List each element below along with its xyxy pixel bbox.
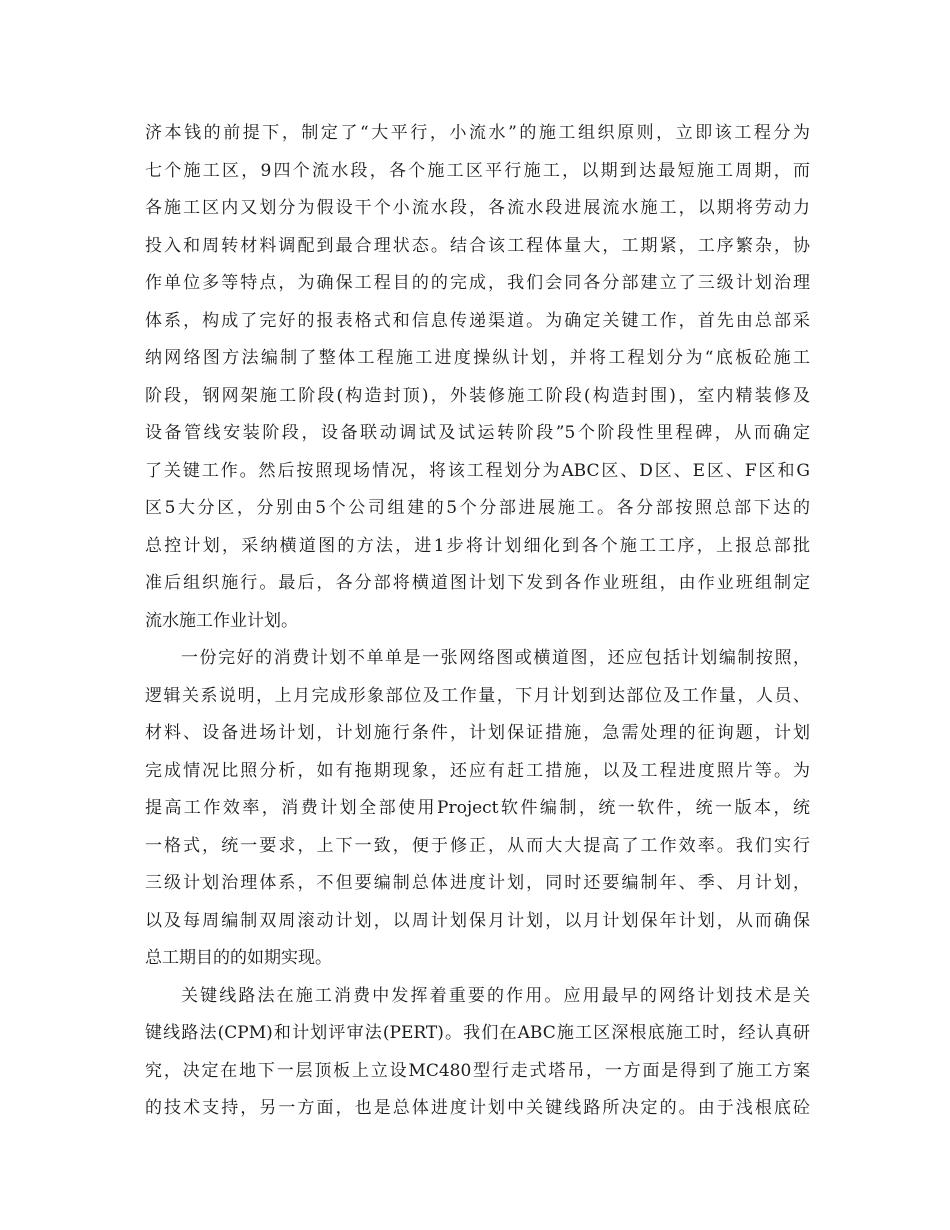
paragraph-1-line: 济本钱的前提下，制定了“大平行，小流水”的施工组织原则，立即该工程分为: [145, 123, 810, 143]
paragraph-2-line: 一份完好的消费计划不单单是一张网络图或横道图，还应包括计划编制按照，: [181, 648, 810, 668]
paragraph-2-line: 完成情况比照分析，如有拖期现象，还应有赶工措施，以及工程进度照片等。为: [145, 760, 810, 781]
paragraph-2-line: 总工期目的的如期实现。: [145, 948, 332, 968]
paragraph-1-line: 流水施工作业计划。: [145, 610, 298, 631]
paragraph-2-line: 材料、设备进场计划，计划施行条件，计划保证措施，急需处理的征询题，计划: [145, 723, 810, 743]
paragraph-1-line: 区5大分区，分别由5个公司组建的5个分部进展施工。各分部按照总部下达的: [145, 498, 810, 518]
paragraph-1-line: 了关键工作。然后按照现场情况，将该工程划分为ABC区、D区、E区、F区和G: [145, 460, 810, 481]
paragraph-1-line: 总控计划，采纳横道图的方法，进1步将计划细化到各个施工工序，上报总部批: [145, 535, 810, 556]
paragraph-1-line: 准后组织施行。最后，各分部将横道图计划下发到各作业班组，由作业班组制定: [145, 573, 810, 593]
paragraph-2-line: 提高工作效率，消费计划全部使用Project软件编制，统一软件，统一版本，统: [145, 798, 810, 818]
paragraph-1-line: 阶段，钢网架施工阶段(构造封顶)，外装修施工阶段(构造封围)，室内精装修及: [145, 385, 810, 406]
paragraph-2-line: 三级计划治理体系，不但要编制总体进度计划，同时还要编制年、季、月计划，: [145, 873, 810, 893]
paragraph-3-line: 键线路法(CPM)和计划评审法(PERT)。我们在ABC施工区深根底施工时，经认真研: [145, 1023, 810, 1043]
paragraph-2-line: 逻辑关系说明，上月完成形象部位及工作量，下月计划到达部位及工作量，人员、: [145, 685, 810, 706]
paragraph-1-line: 设备管线安装阶段，设备联动调试及试运转阶段”5个阶段性里程碑，从而确定: [145, 423, 810, 443]
paragraph-1-line: 各施工区内又划分为假设干个小流水段，各流水段进展流水施工，以期将劳动力: [145, 198, 810, 218]
paragraph-1-line: 纳网络图方法编制了整体工程施工进度操纵计划，并将工程划分为“底板砼施工: [145, 348, 810, 368]
paragraph-1-line: 投入和周转材料调配到最合理状态。结合该工程体量大，工期紧，工序繁杂，协: [145, 235, 810, 256]
paragraph-1-line: 作单位多等特点，为确保工程目的的完成，我们会同各分部建立了三级计划治理: [145, 273, 810, 293]
paragraph-3-line: 的技术支持，另一方面，也是总体进度计划中关键线路所决定的。由于浅根底砼: [145, 1098, 810, 1118]
paragraph-1-line: 七个施工区，9四个流水段，各个施工区平行施工，以期到达最短施工周期，而: [145, 160, 810, 181]
paragraph-1-line: 体系，构成了完好的报表格式和信息传递渠道。为确定关键工作，首先由总部采: [145, 310, 810, 331]
paragraph-2-line: 以及每周编制双周滚动计划，以周计划保月计划，以月计划保年计划，从而确保: [145, 910, 810, 931]
paragraph-2-line: 一格式，统一要求，上下一致，便于修正，从而大大提高了工作效率。我们实行: [145, 835, 810, 856]
paragraph-3-line: 关键线路法在施工消费中发挥着重要的作用。应用最早的网络计划技术是关: [181, 985, 810, 1006]
document-body: [145, 115, 810, 1128]
paragraph-3-line: 究，决定在地下一层顶板上立设MC480型行走式塔吊，一方面是得到了施工方案: [145, 1060, 810, 1081]
